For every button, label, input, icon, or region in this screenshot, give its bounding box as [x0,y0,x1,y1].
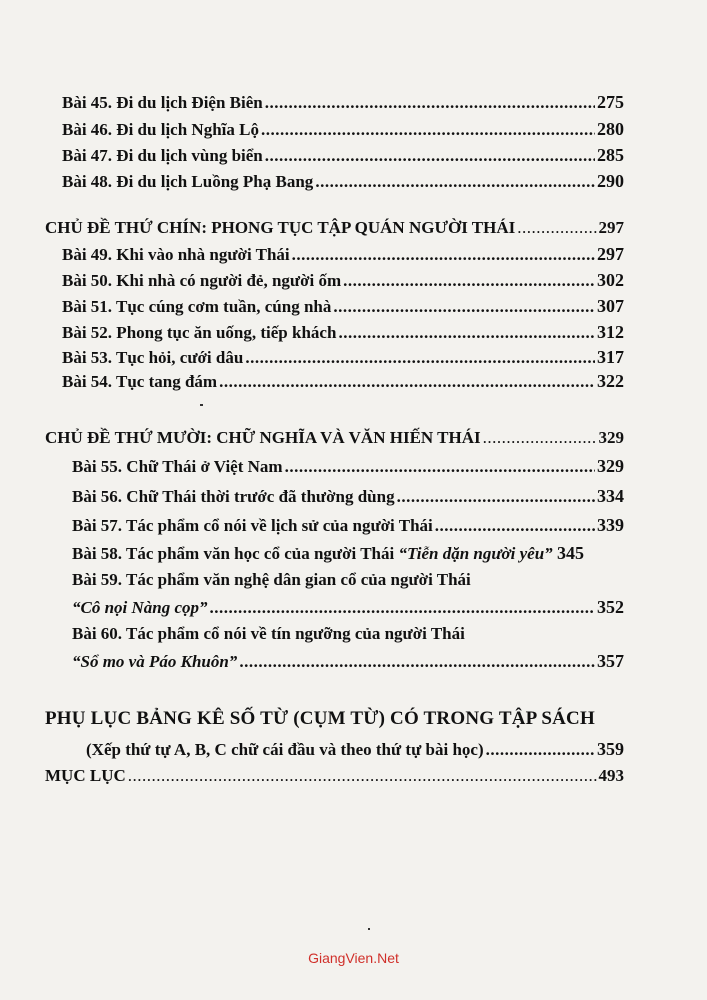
watermark: GiangVien.Net [308,950,399,966]
toc-entry [62,344,624,371]
toc-entry-label: Bài 51. Tục cúng cơm tuần, cúng nhà [62,297,332,316]
toc-entry [72,540,584,567]
toc-entry-page: 334 [597,486,624,506]
toc-entry-label: Bài 59. Tác phẩm văn nghệ dân gian cổ của người Thái [72,570,471,589]
appendix-subtitle-label: (Xếp thứ tự A, B, C chữ cái đầu và theo thứ tự bài học) [86,740,484,759]
toc-entry-label: Bài 48. Đi du lịch Luồng Phạ Bang [62,172,314,191]
leader-dots [239,649,595,675]
print-speck [368,928,370,930]
toc-entry-label: Bài 47. Đi du lịch vùng biển [62,146,263,165]
toc-entry-label: Bài 54. Tục tang đám [62,372,218,391]
toc-entry [62,89,624,116]
toc-entry [62,241,624,268]
appendix-title: PHỤ LỤC BẢNG KÊ SỐ TỪ (CỤM TỪ) CÓ TRONG TẬP SÁCH [45,708,595,729]
toc-entry-label: Bài 57. Tác phẩm cổ nói về lịch sử của người Thái [72,516,433,535]
toc-entry-label: Bài 55. Chữ Thái ở Việt Nam [72,457,283,476]
toc-entry-label: Bài 46. Đi du lịch Nghĩa Lộ [62,120,259,139]
toc-topic-heading [45,215,624,241]
toc-entry [62,116,624,143]
toc-entry-continuation [72,648,624,675]
leader-dots [261,117,595,143]
toc-entry-page: 329 [597,456,624,476]
toc-entry-page: 339 [597,515,624,535]
appendix-page: 359 [597,739,624,759]
toc-entry-italic-title: “Cô nọi Nàng cọp” [72,598,208,617]
toc-entry [62,142,624,169]
print-speck [200,404,203,406]
toc-entry-page: 345 [556,543,584,563]
toc-entry [62,168,624,195]
leader-dots [343,268,595,294]
toc-topic-label: CHỦ ĐỀ THỨ CHÍN: PHONG TỤC TẬP QUÁN NGƯỜI THÁI [45,218,516,237]
toc-entry [72,483,624,510]
toc-entry-continuation [72,594,624,621]
leader-dots [128,763,597,789]
leader-dots [333,294,595,320]
toc-contents-page: 493 [598,766,624,785]
toc-entry-page: 352 [597,597,624,617]
toc-entry-page: 307 [597,296,624,316]
leader-dots [315,169,595,195]
toc-entry [62,368,624,395]
toc-contents-entry [45,763,624,789]
leader-dots [292,242,595,268]
toc-entry-page: 285 [597,145,624,165]
toc-entry-page: 317 [597,347,624,367]
toc-entry-page: 302 [597,270,624,290]
toc-entry-page: 312 [597,322,624,342]
toc-entry-label: Bài 49. Khi vào nhà người Thái [62,245,290,264]
toc-topic-page: 329 [598,428,624,447]
toc-entry-italic-title: “Tiễn dặn người yêu” [398,544,553,563]
toc-entry-page: 297 [597,244,624,264]
toc-entry-italic-title: “Sổ mo và Páo Khuôn” [72,652,238,671]
toc-entry [62,319,624,346]
toc-entry [72,512,624,539]
appendix-subtitle [86,736,624,763]
toc-entry [62,267,624,294]
toc-topic-heading [45,425,624,451]
leader-dots [219,369,595,395]
leader-dots [486,737,595,763]
toc-entry-page: 275 [597,92,624,112]
toc-entry-label: Bài 60. Tác phẩm cổ nói về tín ngưỡng của người Thái [72,624,465,643]
toc-entry-label: Bài 53. Tục hỏi, cưới dâu [62,348,244,367]
toc-entry-label: Bài 52. Phong tục ăn uống, tiếp khách [62,323,337,342]
leader-dots [210,595,595,621]
toc-entry-page: 357 [597,651,624,671]
toc-entry-label: Bài 58. Tác phẩm văn học cổ của người Thái [72,544,395,563]
leader-dots [265,143,595,169]
leader-dots [338,320,595,346]
toc-entry-page: 322 [597,371,624,391]
leader-dots [265,90,595,116]
leader-dots [483,425,597,451]
leader-dots [285,454,595,480]
toc-entry-label: Bài 56. Chữ Thái thời trước đã thường dùng [72,487,395,506]
toc-entry [72,453,624,480]
leader-dots [435,513,595,539]
toc-entry-label: Bài 50. Khi nhà có người đẻ, người ốm [62,271,342,290]
leader-dots [397,484,595,510]
toc-entry [62,293,624,320]
toc-topic-page: 297 [598,218,624,237]
toc-entry-page: 290 [597,171,624,191]
toc-contents-label: MỤC LỤC [45,766,126,785]
toc-entry-label: Bài 45. Đi du lịch Điện Biên [62,93,263,112]
toc-entry-page: 280 [597,119,624,139]
leader-dots [517,215,596,241]
toc-topic-label: CHỦ ĐỀ THỨ MƯỜI: CHỮ NGHĨA VÀ VĂN HIẾN THÁI [45,428,481,447]
